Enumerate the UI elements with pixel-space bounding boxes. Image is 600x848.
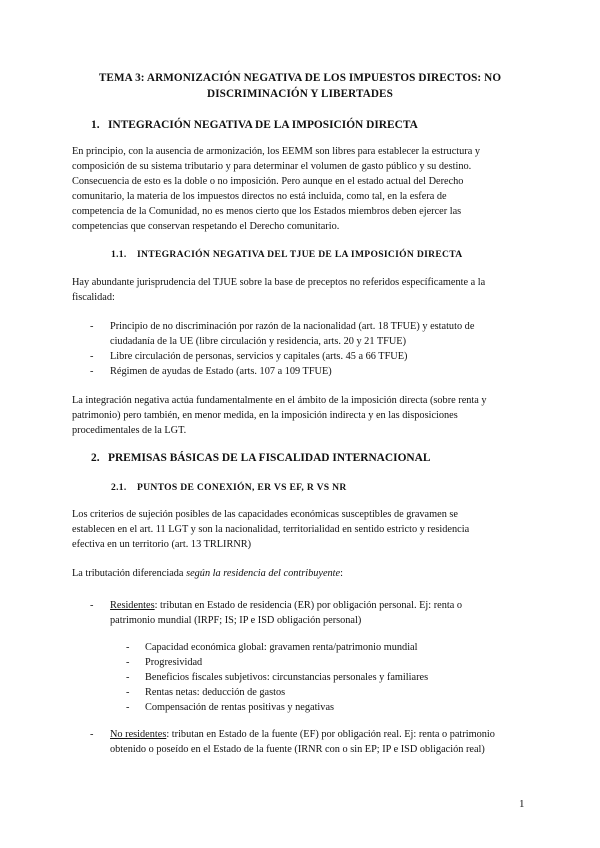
- paragraph-line: Los criterios de sujeción posibles de las capacidades económicas susceptibles de gravamen se: [72, 509, 459, 520]
- bullet-dash: -: [90, 600, 94, 611]
- no-residentes-text: : tributan en Estado de la fuente (EF) por obligación real. Ej: renta o patrimonio: [166, 729, 495, 740]
- list-item-line: patrimonio mundial (IRPF; IS; IP e ISD obligación personal): [110, 615, 362, 626]
- no-residentes-label: No residentes: [110, 729, 167, 740]
- residentes-label: Residentes: [110, 600, 155, 611]
- paragraph-line: Hay abundante jurisprudencia del TJUE sobre la base de preceptos no referidos específicamente a la: [72, 277, 486, 288]
- taxation-suffix: :: [340, 568, 343, 579]
- paragraph-line: En principio, con la ausencia de armonización, los EEMM son libres para establecer la estructura y: [72, 146, 481, 157]
- section-2-1-title: PUNTOS DE CONEXIÓN, ER VS EF, R VS NR: [137, 482, 347, 493]
- list-item-line: obtenido o poseído en el Estado de la fuente (IRNR con o sin EP; IP e ISD obligación real): [110, 744, 485, 755]
- paragraph-line: fiscalidad:: [72, 292, 115, 303]
- sub-list-item: [126, 655, 526, 670]
- list-item: [90, 727, 530, 757]
- sub-list-item-text: Capacidad económica global: gravamen renta/patrimonio mundial: [145, 642, 418, 653]
- taxation-prefix: La tributación diferenciada: [72, 568, 187, 579]
- list-item: [90, 319, 530, 349]
- section-1-title: INTEGRACIÓN NEGATIVA DE LA IMPOSICIÓN DIRECTA: [108, 119, 418, 131]
- taxation-intro: [72, 566, 524, 581]
- section-2-1-number: 2.1.: [111, 482, 127, 493]
- paragraph-line: competencias que conservan respetando el Derecho comunitario.: [72, 221, 340, 232]
- paragraph-line: procedimentales de la LGT.: [72, 425, 187, 436]
- document-title: [70, 70, 530, 102]
- list-item-line: ciudadanía de la UE (libre circulación y residencia, arts. 20 y 21 TFUE): [110, 336, 407, 347]
- paragraph-line: Consecuencia de esto es la doble o no imposición. Pero aunque en el estado actual del Derecho: [72, 176, 464, 187]
- section-2-title: PREMISAS BÁSICAS DE LA FISCALIDAD INTERNACIONAL: [108, 452, 431, 464]
- list-item: [90, 364, 530, 379]
- bullet-dash: -: [90, 729, 94, 740]
- list-item-line: Principio de no discriminación por razón de la nacionalidad (art. 18 TFUE) y estatuto de: [110, 321, 475, 332]
- sub-list-item: [126, 700, 526, 715]
- paragraph-line: efectiva en un territorio (art. 13 TRLIRNR): [72, 539, 252, 550]
- list-item: [90, 598, 530, 628]
- sub-list-item: [126, 640, 526, 655]
- list-item-line: [110, 727, 530, 742]
- residents-sub-list: [126, 640, 526, 715]
- residentes-text: : tributan en Estado de residencia (ER) por obligación personal. Ej: renta o: [154, 600, 463, 611]
- title-line-2: DISCRIMINACIÓN Y LIBERTADES: [207, 88, 393, 100]
- residents-list: [90, 598, 530, 628]
- section-2-heading: [91, 451, 430, 465]
- page-number: 1: [519, 798, 525, 810]
- list-item-line: Régimen de ayudas de Estado (arts. 107 a 109 TFUE): [110, 366, 332, 377]
- sub-list-item-text: Rentas netas: deducción de gastos: [145, 687, 286, 698]
- bullet-dash: -: [126, 672, 130, 683]
- bullet-dash: -: [90, 321, 94, 332]
- bullet-dash: -: [126, 687, 130, 698]
- section-1-paragraph: [72, 144, 524, 234]
- bullet-dash: -: [126, 657, 130, 668]
- section-1-1-heading: [111, 248, 462, 261]
- paragraph-line: comunitario, la materia de los impuestos directos no está incluida, como tal, en la esfera de: [72, 191, 447, 202]
- section-1-1-intro: [72, 275, 524, 305]
- list-item-line: [110, 598, 530, 613]
- section-2-1-paragraph: [72, 507, 524, 552]
- section-1-1-number: 1.1.: [111, 249, 127, 260]
- bullet-dash: -: [126, 642, 130, 653]
- bullet-dash: -: [126, 702, 130, 713]
- title-line-1: TEMA 3: ARMONIZACIÓN NEGATIVA DE LOS IMPUESTOS DIRECTOS: NO: [98, 72, 502, 84]
- sub-list-item-text: Beneficios fiscales subjetivos: circunstancias personales y familiares: [145, 672, 429, 683]
- treaty-bullet-list: [90, 319, 530, 379]
- non-residents-list: [90, 727, 530, 757]
- list-item: [90, 349, 530, 364]
- section-1-1-title: INTEGRACIÓN NEGATIVA DEL TJUE DE LA IMPOSICIÓN DIRECTA: [137, 249, 463, 260]
- sub-list-item: [126, 685, 526, 700]
- bullet-dash: -: [90, 351, 94, 362]
- paragraph-line: establecen en el art. 11 LGT y son la nacionalidad, territorialidad en sentido estricto y residencia: [72, 524, 470, 535]
- section-1-1-closing: [72, 393, 524, 438]
- taxation-intro-line: [72, 566, 524, 581]
- section-1-heading: [91, 118, 418, 132]
- section-1-number: 1.: [91, 119, 100, 131]
- sub-list-item: [126, 670, 526, 685]
- sub-list-item-text: Compensación de rentas positivas y negativas: [145, 702, 335, 713]
- sub-list-item-text: Progresividad: [145, 657, 203, 668]
- paragraph-line: composición de su sistema tributario y para determinar el volumen de gasto público y su destino.: [72, 161, 472, 172]
- paragraph-line: competencia de la Comunidad, no es menos cierto que los Estados miembros deben ejercer las: [72, 206, 462, 217]
- section-2-1-heading: [111, 481, 347, 494]
- section-2-number: 2.: [91, 452, 100, 464]
- taxation-italic: según la residencia del contribuyente: [186, 568, 341, 579]
- paragraph-line: patrimonio) pero también, en menor medida, en la imposición indirecta y en las disposiciones: [72, 410, 458, 421]
- list-item-line: Libre circulación de personas, servicios y capitales (arts. 45 a 66 TFUE): [110, 351, 408, 362]
- paragraph-line: La integración negativa actúa fundamentalmente en el ámbito de la imposición directa (sobre renta y: [72, 395, 487, 406]
- bullet-dash: -: [90, 366, 94, 377]
